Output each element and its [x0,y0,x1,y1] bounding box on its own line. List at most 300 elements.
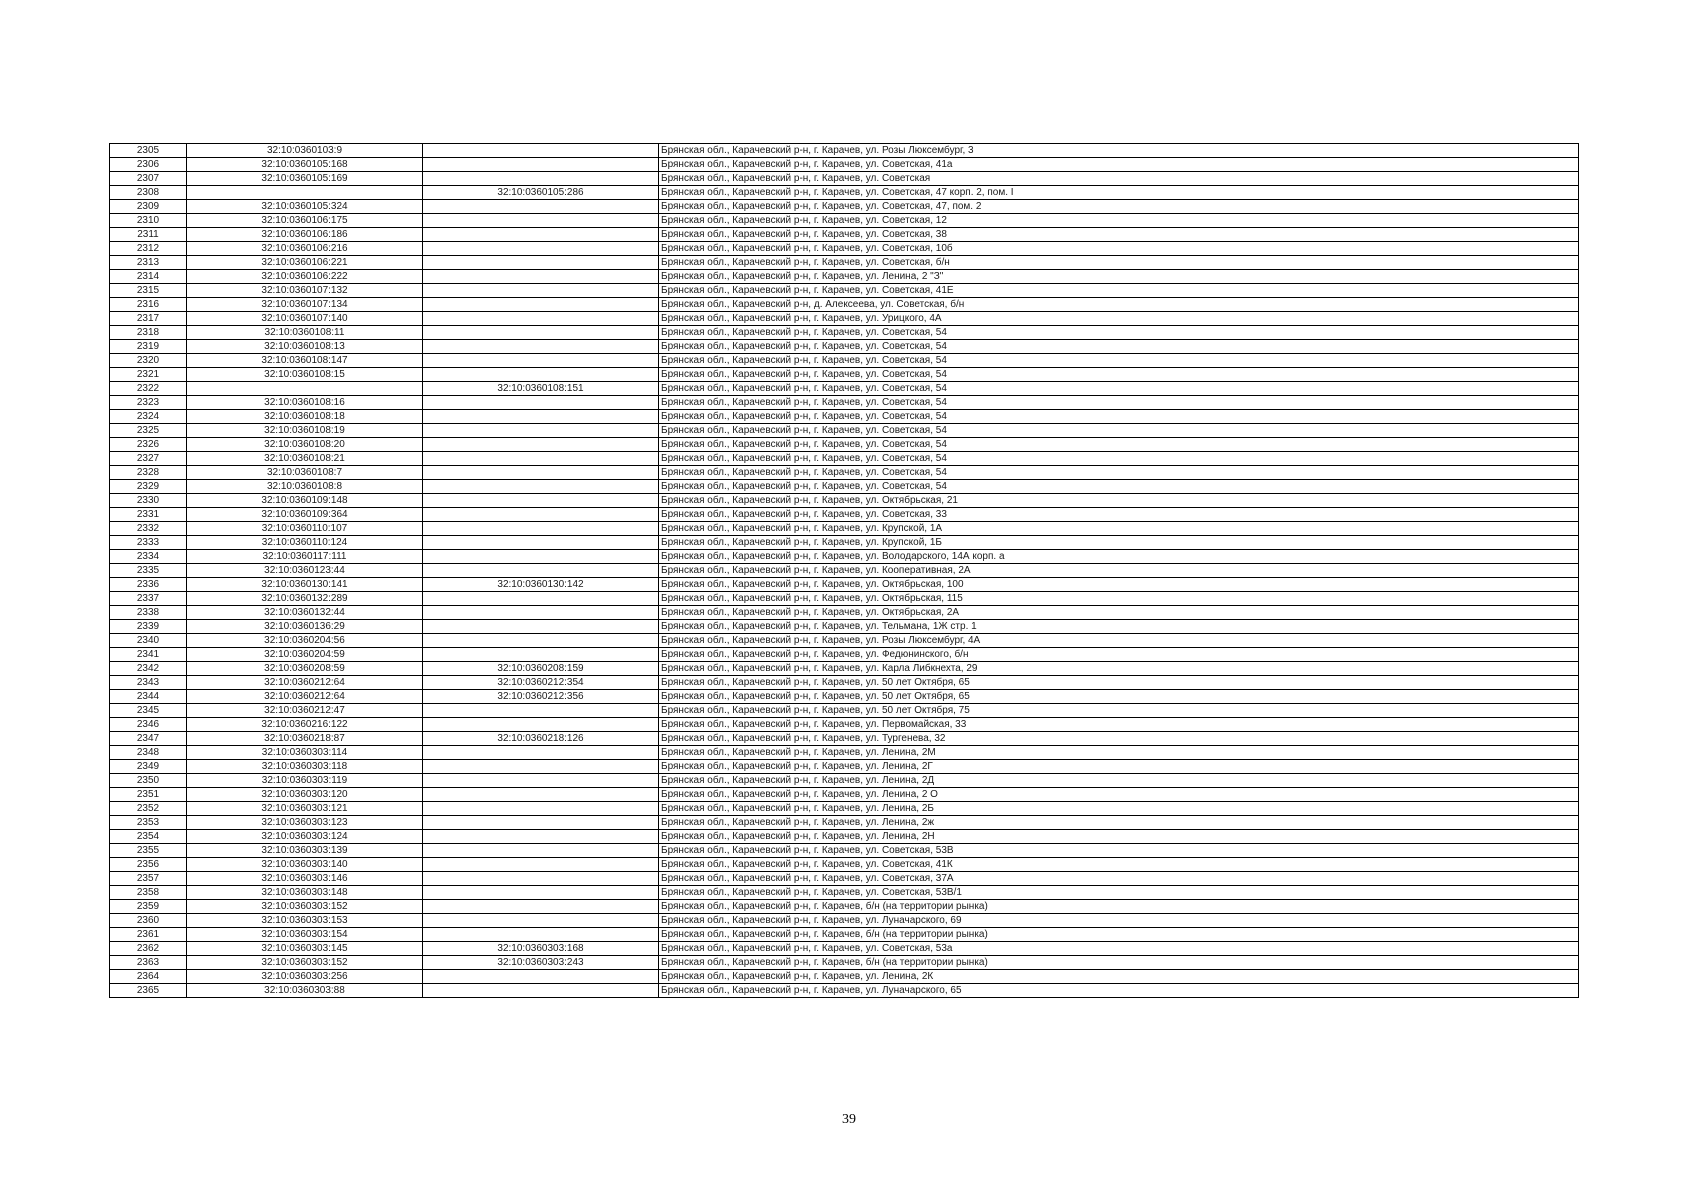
related-cadastral-number-cell [423,354,659,368]
row-number-cell: 2348 [110,746,187,760]
address-cell: Брянская обл., Карачевский р-н, г. Карачев, ул. Урицкого, 4А [659,312,1579,326]
row-number-cell: 2352 [110,802,187,816]
cadastral-number-cell [187,186,423,200]
address-cell: Брянская обл., Карачевский р-н, г. Карачев, ул. Розы Люксембург, 3 [659,144,1579,158]
address-cell: Брянская обл., Карачевский р-н, г. Карачев, ул. Октябрьская, 115 [659,592,1579,606]
cadastral-number-cell: 32:10:0360105:169 [187,172,423,186]
cadastral-number-cell: 32:10:0360303:256 [187,970,423,984]
cadastral-number-cell: 32:10:0360110:124 [187,536,423,550]
table-row [110,326,1579,340]
table-row [110,228,1579,242]
row-number-cell: 2319 [110,340,187,354]
table-row [110,788,1579,802]
address-cell: Брянская обл., Карачевский р-н, г. Карачев, ул. 50 лет Октября, 75 [659,704,1579,718]
cadastral-number-cell: 32:10:0360212:47 [187,704,423,718]
cadastral-number-cell: 32:10:0360106:216 [187,242,423,256]
address-cell: Брянская обл., Карачевский р-н, г. Карачев, ул. Советская, 41а [659,158,1579,172]
cadastral-number-cell: 32:10:0360109:364 [187,508,423,522]
row-number-cell: 2308 [110,186,187,200]
row-number-cell: 2312 [110,242,187,256]
cadastral-number-cell: 32:10:0360303:154 [187,928,423,942]
address-cell: Брянская обл., Карачевский р-н, г. Карачев, ул. Советская, 33 [659,508,1579,522]
cadastral-number-cell: 32:10:0360303:148 [187,886,423,900]
cadastral-number-cell: 32:10:0360303:120 [187,788,423,802]
row-number-cell: 2333 [110,536,187,550]
table-row [110,438,1579,452]
address-cell: Брянская обл., Карачевский р-н, г. Карачев, ул. Советская, 53В/1 [659,886,1579,900]
cadastral-number-cell: 32:10:0360212:64 [187,676,423,690]
table-row [110,158,1579,172]
page-number: 39 [842,1112,856,1127]
address-cell: Брянская обл., Карачевский р-н, г. Карачев, ул. Советская [659,172,1579,186]
row-number-cell: 2306 [110,158,187,172]
table-row [110,550,1579,564]
table-row [110,424,1579,438]
cadastral-number-cell: 32:10:0360108:8 [187,480,423,494]
address-cell: Брянская обл., Карачевский р-н, г. Карачев, ул. Федюнинского, б/н [659,648,1579,662]
cadastral-number-cell: 32:10:0360109:148 [187,494,423,508]
row-number-cell: 2313 [110,256,187,270]
table-row [110,984,1579,998]
related-cadastral-number-cell [423,844,659,858]
table-row [110,942,1579,956]
related-cadastral-number-cell [423,648,659,662]
address-cell: Брянская обл., Карачевский р-н, г. Карачев, ул. Советская, 54 [659,354,1579,368]
cadastral-number-cell: 32:10:0360106:221 [187,256,423,270]
related-cadastral-number-cell [423,984,659,998]
row-number-cell: 2365 [110,984,187,998]
row-number-cell: 2349 [110,760,187,774]
row-number-cell: 2324 [110,410,187,424]
table-row [110,690,1579,704]
row-number-cell: 2342 [110,662,187,676]
row-number-cell: 2305 [110,144,187,158]
cadastral-number-cell: 32:10:0360108:7 [187,466,423,480]
address-cell: Брянская обл., Карачевский р-н, г. Карачев, ул. 50 лет Октября, 65 [659,676,1579,690]
related-cadastral-number-cell [423,494,659,508]
table-row [110,200,1579,214]
address-cell: Брянская обл., Карачевский р-н, г. Карачев, ул. Ленина, 2 О [659,788,1579,802]
table-row [110,242,1579,256]
address-cell: Брянская обл., Карачевский р-н, г. Карачев, ул. Ленина, 2 "З" [659,270,1579,284]
table-row [110,494,1579,508]
table-row [110,214,1579,228]
address-cell: Брянская обл., Карачевский р-н, г. Карачев, ул. Ленина, 2К [659,970,1579,984]
table-row [110,914,1579,928]
address-cell: Брянская обл., Карачевский р-н, г. Карачев, ул. Советская, 54 [659,340,1579,354]
table-row [110,172,1579,186]
address-cell: Брянская обл., Карачевский р-н, г. Карачев, ул. Советская, 47, пом. 2 [659,200,1579,214]
table-row [110,480,1579,494]
table-row [110,886,1579,900]
related-cadastral-number-cell [423,830,659,844]
table-row [110,508,1579,522]
address-cell: Брянская обл., Карачевский р-н, г. Карачев, ул. Ленина, 2М [659,746,1579,760]
cadastral-number-cell: 32:10:0360303:119 [187,774,423,788]
address-cell: Брянская обл., Карачевский р-н, г. Карачев, ул. Советская, 54 [659,382,1579,396]
related-cadastral-number-cell [423,550,659,564]
address-cell: Брянская обл., Карачевский р-н, г. Карачев, ул. Советская, 47 корп. 2, пом. I [659,186,1579,200]
table-row [110,872,1579,886]
cadastral-number-cell: 32:10:0360216:122 [187,718,423,732]
address-cell: Брянская обл., Карачевский р-н, г. Карачев, ул. Крупской, 1А [659,522,1579,536]
cadastral-number-cell: 32:10:0360204:59 [187,648,423,662]
related-cadastral-number-cell [423,788,659,802]
row-number-cell: 2336 [110,578,187,592]
related-cadastral-number-cell [423,928,659,942]
address-cell: Брянская обл., Карачевский р-н, г. Карачев, ул. Ленина, 2Н [659,830,1579,844]
related-cadastral-number-cell [423,172,659,186]
address-cell: Брянская обл., Карачевский р-н, г. Карачев, ул. Карла Либкнехта, 29 [659,662,1579,676]
table-row [110,410,1579,424]
table-row [110,452,1579,466]
row-number-cell: 2311 [110,228,187,242]
address-cell: Брянская обл., Карачевский р-н, г. Карачев, ул. Тургенева, 32 [659,732,1579,746]
address-cell: Брянская обл., Карачевский р-н, г. Карачев, ул. Володарского, 14А корп. а [659,550,1579,564]
row-number-cell: 2353 [110,816,187,830]
cadastral-number-cell: 32:10:0360103:9 [187,144,423,158]
table-row [110,564,1579,578]
related-cadastral-number-cell [423,200,659,214]
address-cell: Брянская обл., Карачевский р-н, г. Карачев, ул. Советская, 54 [659,466,1579,480]
cadastral-number-cell: 32:10:0360303:139 [187,844,423,858]
cadastral-number-cell: 32:10:0360106:175 [187,214,423,228]
cadastral-number-cell: 32:10:0360108:11 [187,326,423,340]
table-row [110,256,1579,270]
related-cadastral-number-cell [423,298,659,312]
table-row [110,858,1579,872]
address-cell: Брянская обл., Карачевский р-н, г. Карачев, ул. Ленина, 2ж [659,816,1579,830]
cadastral-number-cell: 32:10:0360303:121 [187,802,423,816]
row-number-cell: 2307 [110,172,187,186]
table-row [110,830,1579,844]
address-cell: Брянская обл., Карачевский р-н, г. Карачев, ул. Тельмана, 1Ж стр. 1 [659,620,1579,634]
address-cell: Брянская обл., Карачевский р-н, г. Карачев, ул. Октябрьская, 21 [659,494,1579,508]
address-cell: Брянская обл., Карачевский р-н, г. Карачев, ул. Советская, 54 [659,410,1579,424]
cadastral-number-cell: 32:10:0360130:141 [187,578,423,592]
table-row [110,592,1579,606]
related-cadastral-number-cell [423,452,659,466]
related-cadastral-number-cell [423,326,659,340]
table-row [110,634,1579,648]
related-cadastral-number-cell [423,858,659,872]
related-cadastral-number-cell: 32:10:0360212:356 [423,690,659,704]
row-number-cell: 2331 [110,508,187,522]
related-cadastral-number-cell [423,592,659,606]
related-cadastral-number-cell [423,522,659,536]
cadastral-number-cell: 32:10:0360208:59 [187,662,423,676]
address-cell: Брянская обл., Карачевский р-н, г. Карачев, б/н (на территории рынка) [659,956,1579,970]
row-number-cell: 2362 [110,942,187,956]
table-row [110,606,1579,620]
table-row [110,284,1579,298]
row-number-cell: 2361 [110,928,187,942]
related-cadastral-number-cell [423,410,659,424]
table-row [110,760,1579,774]
related-cadastral-number-cell: 32:10:0360303:168 [423,942,659,956]
related-cadastral-number-cell [423,480,659,494]
table-row [110,144,1579,158]
related-cadastral-number-cell [423,760,659,774]
row-number-cell: 2316 [110,298,187,312]
row-number-cell: 2340 [110,634,187,648]
cadastral-number-cell: 32:10:0360108:15 [187,368,423,382]
cadastral-number-cell: 32:10:0360108:147 [187,354,423,368]
row-number-cell: 2356 [110,858,187,872]
row-number-cell: 2320 [110,354,187,368]
cadastral-number-cell: 32:10:0360132:289 [187,592,423,606]
address-cell: Брянская обл., Карачевский р-н, г. Карачев, ул. Советская, 41Е [659,284,1579,298]
table-row [110,704,1579,718]
cadastral-number-cell: 32:10:0360303:152 [187,900,423,914]
row-number-cell: 2309 [110,200,187,214]
related-cadastral-number-cell [423,508,659,522]
row-number-cell: 2355 [110,844,187,858]
table-row [110,382,1579,396]
table-row [110,900,1579,914]
table-row [110,298,1579,312]
table-row [110,844,1579,858]
cadastral-number-cell: 32:10:0360303:88 [187,984,423,998]
address-cell: Брянская обл., Карачевский р-н, г. Карачев, ул. Крупской, 1Б [659,536,1579,550]
table-row [110,676,1579,690]
related-cadastral-number-cell [423,620,659,634]
address-cell: Брянская обл., Карачевский р-н, г. Карачев, ул. Октябрьская, 2А [659,606,1579,620]
table-row [110,578,1579,592]
table-row [110,466,1579,480]
row-number-cell: 2337 [110,592,187,606]
row-number-cell: 2326 [110,438,187,452]
row-number-cell: 2358 [110,886,187,900]
address-cell: Брянская обл., Карачевский р-н, г. Карачев, ул. Советская, 54 [659,396,1579,410]
address-cell: Брянская обл., Карачевский р-н, г. Карачев, ул. Советская, б/н [659,256,1579,270]
table-row [110,662,1579,676]
table-row [110,270,1579,284]
related-cadastral-number-cell [423,802,659,816]
cadastral-number-cell: 32:10:0360105:324 [187,200,423,214]
related-cadastral-number-cell [423,704,659,718]
row-number-cell: 2335 [110,564,187,578]
row-number-cell: 2346 [110,718,187,732]
row-number-cell: 2315 [110,284,187,298]
table-row [110,522,1579,536]
related-cadastral-number-cell [423,536,659,550]
related-cadastral-number-cell: 32:10:0360130:142 [423,578,659,592]
table-row [110,648,1579,662]
related-cadastral-number-cell [423,746,659,760]
related-cadastral-number-cell [423,886,659,900]
address-cell: Брянская обл., Карачевский р-н, г. Карачев, ул. Луначарского, 69 [659,914,1579,928]
table-row [110,312,1579,326]
row-number-cell: 2330 [110,494,187,508]
address-cell: Брянская обл., Карачевский р-н, г. Карачев, ул. Советская, 54 [659,326,1579,340]
cadastral-number-cell: 32:10:0360123:44 [187,564,423,578]
table-row [110,718,1579,732]
related-cadastral-number-cell [423,438,659,452]
cadastral-number-cell: 32:10:0360108:13 [187,340,423,354]
related-cadastral-number-cell: 32:10:0360303:243 [423,956,659,970]
registry-table [109,143,1579,998]
cadastral-number-cell: 32:10:0360212:64 [187,690,423,704]
row-number-cell: 2344 [110,690,187,704]
related-cadastral-number-cell [423,900,659,914]
row-number-cell: 2322 [110,382,187,396]
address-cell: Брянская обл., Карачевский р-н, г. Карачев, ул. Советская, 54 [659,452,1579,466]
cadastral-number-cell: 32:10:0360108:16 [187,396,423,410]
cadastral-number-cell: 32:10:0360132:44 [187,606,423,620]
address-cell: Брянская обл., Карачевский р-н, г. Карачев, ул. Советская, 53а [659,942,1579,956]
row-number-cell: 2354 [110,830,187,844]
cadastral-number-cell [187,382,423,396]
cadastral-number-cell: 32:10:0360303:152 [187,956,423,970]
cadastral-number-cell: 32:10:0360108:19 [187,424,423,438]
row-number-cell: 2329 [110,480,187,494]
row-number-cell: 2325 [110,424,187,438]
row-number-cell: 2357 [110,872,187,886]
row-number-cell: 2327 [110,452,187,466]
cadastral-number-cell: 32:10:0360204:56 [187,634,423,648]
row-number-cell: 2328 [110,466,187,480]
related-cadastral-number-cell: 32:10:0360212:354 [423,676,659,690]
address-cell: Брянская обл., Карачевский р-н, г. Карачев, ул. Розы Люксембург, 4А [659,634,1579,648]
related-cadastral-number-cell [423,718,659,732]
cadastral-number-cell: 32:10:0360107:140 [187,312,423,326]
row-number-cell: 2343 [110,676,187,690]
row-number-cell: 2341 [110,648,187,662]
related-cadastral-number-cell [423,228,659,242]
related-cadastral-number-cell [423,424,659,438]
related-cadastral-number-cell [423,242,659,256]
address-cell: Брянская обл., Карачевский р-н, г. Карачев, ул. Советская, 38 [659,228,1579,242]
cadastral-number-cell: 32:10:0360105:168 [187,158,423,172]
related-cadastral-number-cell [423,158,659,172]
address-cell: Брянская обл., Карачевский р-н, г. Карачев, ул. Советская, 54 [659,368,1579,382]
row-number-cell: 2345 [110,704,187,718]
row-number-cell: 2334 [110,550,187,564]
address-cell: Брянская обл., Карачевский р-н, г. Карачев, ул. Ленина, 2Б [659,802,1579,816]
cadastral-number-cell: 32:10:0360106:222 [187,270,423,284]
row-number-cell: 2314 [110,270,187,284]
address-cell: Брянская обл., Карачевский р-н, г. Карачев, ул. Советская, 54 [659,480,1579,494]
row-number-cell: 2347 [110,732,187,746]
table-row [110,746,1579,760]
related-cadastral-number-cell [423,396,659,410]
address-cell: Брянская обл., Карачевский р-н, г. Карачев, ул. Советская, 54 [659,424,1579,438]
cadastral-number-cell: 32:10:0360303:140 [187,858,423,872]
registry-table-body [110,144,1579,998]
cadastral-number-cell: 32:10:0360108:20 [187,438,423,452]
related-cadastral-number-cell [423,270,659,284]
table-row [110,816,1579,830]
table-row [110,340,1579,354]
address-cell: Брянская обл., Карачевский р-н, г. Карачев, ул. Советская, 12 [659,214,1579,228]
address-cell: Брянская обл., Карачевский р-н, д. Алексеева, ул. Советская, б/н [659,298,1579,312]
row-number-cell: 2360 [110,914,187,928]
address-cell: Брянская обл., Карачевский р-н, г. Карачев, б/н (на территории рынка) [659,900,1579,914]
table-row [110,970,1579,984]
table-row [110,956,1579,970]
cadastral-number-cell: 32:10:0360303:146 [187,872,423,886]
row-number-cell: 2318 [110,326,187,340]
table-row [110,536,1579,550]
cadastral-number-cell: 32:10:0360108:18 [187,410,423,424]
related-cadastral-number-cell [423,340,659,354]
table-row [110,396,1579,410]
related-cadastral-number-cell [423,144,659,158]
address-cell: Брянская обл., Карачевский р-н, г. Карачев, б/н (на территории рынка) [659,928,1579,942]
table-row [110,620,1579,634]
cadastral-number-cell: 32:10:0360136:29 [187,620,423,634]
address-cell: Брянская обл., Карачевский р-н, г. Карачев, ул. Луначарского, 65 [659,984,1579,998]
cadastral-number-cell: 32:10:0360303:114 [187,746,423,760]
related-cadastral-number-cell [423,914,659,928]
related-cadastral-number-cell: 32:10:0360105:286 [423,186,659,200]
cadastral-number-cell: 32:10:0360303:123 [187,816,423,830]
address-cell: Брянская обл., Карачевский р-н, г. Карачев, ул. Советская, 37А [659,872,1579,886]
row-number-cell: 2332 [110,522,187,536]
related-cadastral-number-cell: 32:10:0360208:159 [423,662,659,676]
address-cell: Брянская обл., Карачевский р-н, г. Карачев, ул. Ленина, 2Г [659,760,1579,774]
address-cell: Брянская обл., Карачевский р-н, г. Карачев, ул. Советская, 10б [659,242,1579,256]
row-number-cell: 2350 [110,774,187,788]
related-cadastral-number-cell [423,284,659,298]
row-number-cell: 2359 [110,900,187,914]
table-row [110,368,1579,382]
row-number-cell: 2323 [110,396,187,410]
address-cell: Брянская обл., Карачевский р-н, г. Карачев, ул. Октябрьская, 100 [659,578,1579,592]
address-cell: Брянская обл., Карачевский р-н, г. Карачев, ул. 50 лет Октября, 65 [659,690,1579,704]
row-number-cell: 2321 [110,368,187,382]
table-row [110,802,1579,816]
related-cadastral-number-cell [423,312,659,326]
cadastral-number-cell: 32:10:0360117:111 [187,550,423,564]
cadastral-number-cell: 32:10:0360110:107 [187,522,423,536]
cadastral-number-cell: 32:10:0360303:124 [187,830,423,844]
related-cadastral-number-cell [423,774,659,788]
cadastral-number-cell: 32:10:0360108:21 [187,452,423,466]
table-row [110,186,1579,200]
related-cadastral-number-cell [423,564,659,578]
related-cadastral-number-cell: 32:10:0360218:126 [423,732,659,746]
related-cadastral-number-cell [423,872,659,886]
cadastral-number-cell: 32:10:0360106:186 [187,228,423,242]
address-cell: Брянская обл., Карачевский р-н, г. Карачев, ул. Советская, 53В [659,844,1579,858]
related-cadastral-number-cell [423,214,659,228]
row-number-cell: 2310 [110,214,187,228]
related-cadastral-number-cell: 32:10:0360108:151 [423,382,659,396]
cadastral-number-cell: 32:10:0360218:87 [187,732,423,746]
address-cell: Брянская обл., Карачевский р-н, г. Карачев, ул. Первомайская, 33 [659,718,1579,732]
row-number-cell: 2351 [110,788,187,802]
address-cell: Брянская обл., Карачевский р-н, г. Карачев, ул. Советская, 41К [659,858,1579,872]
table-row [110,354,1579,368]
row-number-cell: 2338 [110,606,187,620]
related-cadastral-number-cell [423,466,659,480]
related-cadastral-number-cell [423,606,659,620]
address-cell: Брянская обл., Карачевский р-н, г. Карачев, ул. Ленина, 2Д [659,774,1579,788]
related-cadastral-number-cell [423,970,659,984]
row-number-cell: 2339 [110,620,187,634]
row-number-cell: 2317 [110,312,187,326]
table-row [110,732,1579,746]
cadastral-number-cell: 32:10:0360303:153 [187,914,423,928]
cadastral-number-cell: 32:10:0360107:132 [187,284,423,298]
address-cell: Брянская обл., Карачевский р-н, г. Карачев, ул. Советская, 54 [659,438,1579,452]
address-cell: Брянская обл., Карачевский р-н, г. Карачев, ул. Кооперативная, 2А [659,564,1579,578]
related-cadastral-number-cell [423,256,659,270]
table-row [110,774,1579,788]
cadastral-number-cell: 32:10:0360107:134 [187,298,423,312]
